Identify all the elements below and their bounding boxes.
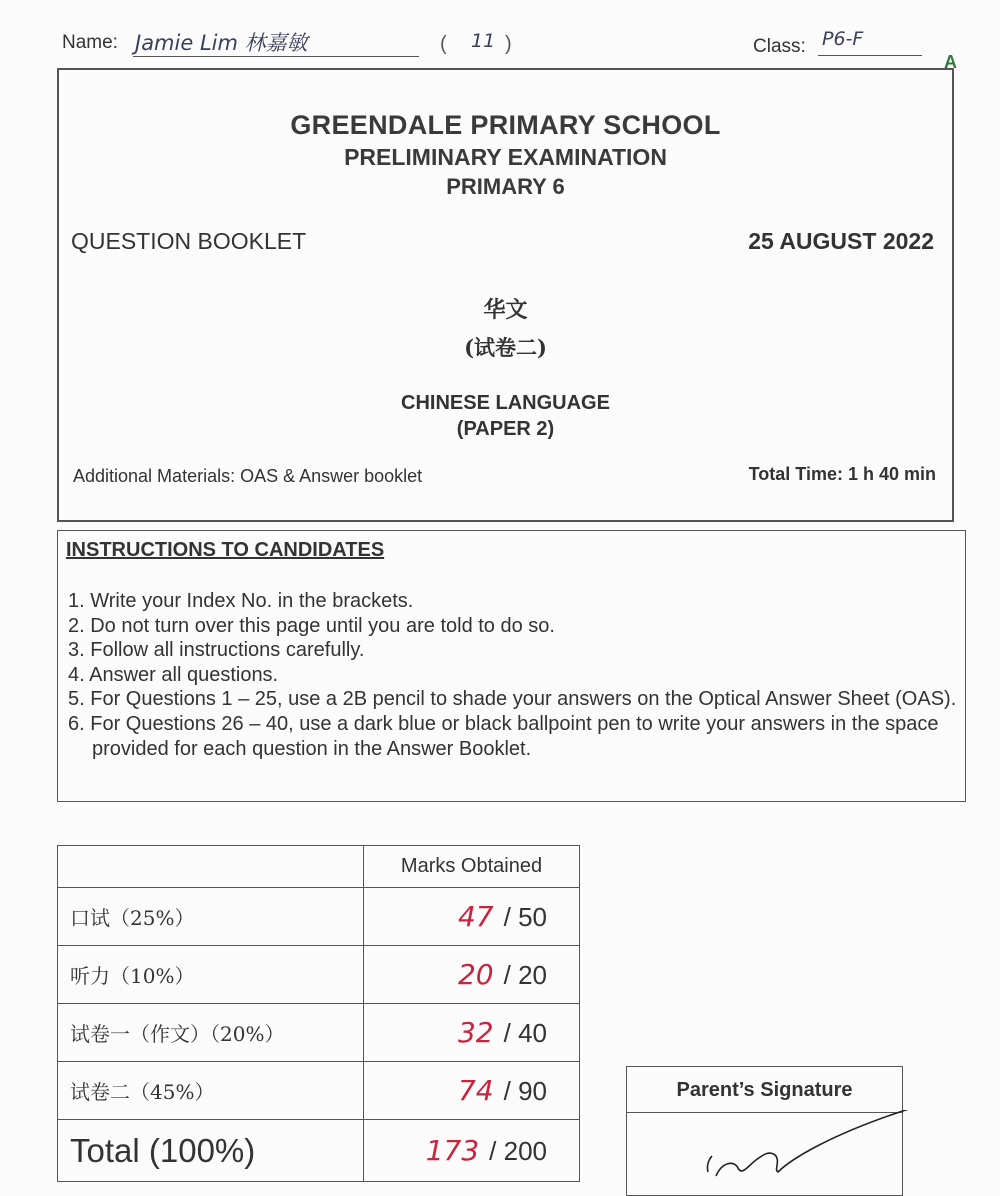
name-field[interactable]: Jamie Lim 林嘉敏	[133, 27, 419, 57]
marks-cell	[364, 888, 580, 946]
total-label: Total (100%)	[58, 1120, 364, 1182]
table-row	[58, 946, 580, 1004]
name-label: Name:	[62, 32, 118, 53]
total-max: / 200	[489, 1136, 547, 1166]
table-row	[58, 1062, 580, 1120]
instruction-item: 3. Follow all instructions carefully.	[68, 639, 365, 662]
class-field[interactable]: P6-F	[818, 28, 922, 56]
additional-materials: Additional Materials: OAS & Answer booklet	[73, 466, 423, 486]
component-label: 试卷一（作文）（20%）	[58, 1004, 364, 1062]
instruction-item: 4. Answer all questions.	[68, 663, 279, 686]
marks-cell	[364, 946, 580, 1004]
table-row	[58, 1004, 580, 1062]
marks-cell	[364, 1062, 580, 1120]
marks-obtained-header: Marks Obtained	[364, 846, 580, 888]
index-bracket-close: )	[505, 33, 512, 55]
grade-mark: A	[944, 52, 957, 72]
level: PRIMARY 6	[446, 174, 565, 199]
subject-chinese: 华文	[483, 297, 528, 323]
max-score: / 90	[503, 1076, 547, 1106]
table-header-row	[58, 846, 580, 888]
component-label: 试卷二（45%）	[58, 1062, 364, 1120]
total-score: 173	[425, 1134, 480, 1167]
marks-cell	[364, 1004, 580, 1062]
paper-chinese: (试卷二)	[464, 335, 547, 360]
score-value: 74	[457, 1074, 494, 1107]
cover-box	[57, 68, 954, 522]
component-label: 听力（10%）	[58, 946, 364, 1004]
total-row	[58, 1120, 580, 1182]
instructions-box	[57, 530, 966, 802]
exam-name: PRELIMINARY EXAMINATION	[344, 144, 667, 170]
max-score: / 50	[503, 902, 547, 932]
index-number-field[interactable]: 11	[471, 30, 496, 52]
score-value: 32	[457, 1016, 494, 1049]
max-score: / 40	[503, 1018, 547, 1048]
instruction-item: 5. For Questions 1 – 25, use a 2B pencil to shade your answers on the Optical Answer Sheet (OAS).	[68, 688, 957, 711]
class-label: Class:	[753, 36, 806, 57]
score-value: 20	[457, 958, 494, 991]
table-header-empty	[58, 846, 364, 888]
index-bracket-open: (	[440, 33, 447, 55]
total-time: Total Time: 1 h 40 min	[748, 464, 936, 484]
marks-table	[57, 845, 580, 1182]
score-value: 47	[457, 900, 494, 933]
instructions-title: INSTRUCTIONS TO CANDIDATES	[66, 539, 385, 561]
booklet-type: QUESTION BOOKLET	[71, 228, 307, 254]
instruction-item: 6. For Questions 26 – 40, use a dark blue or black ballpoint pen to write your answers in the space provided for each question in the Answer Booklet.	[68, 712, 939, 760]
instruction-item: 2. Do not turn over this page until you are told to do so.	[68, 614, 555, 637]
instruction-item: 1. Write your Index No. in the brackets.	[68, 590, 414, 612]
exam-date: 25 AUGUST 2022	[748, 228, 934, 254]
instructions-list	[68, 589, 958, 761]
table-row	[58, 888, 580, 946]
component-label: 口试（25%）	[58, 888, 364, 946]
school-name: GREENDALE PRIMARY SCHOOL	[290, 110, 721, 140]
parent-signature-title: Parent’s Signature	[627, 1067, 902, 1113]
total-cell	[364, 1120, 580, 1182]
paper-english: (PAPER 2)	[456, 418, 555, 440]
max-score: / 20	[503, 960, 547, 990]
signature-scribble-icon	[660, 1110, 920, 1180]
subject-english: CHINESE LANGUAGE	[401, 392, 610, 414]
